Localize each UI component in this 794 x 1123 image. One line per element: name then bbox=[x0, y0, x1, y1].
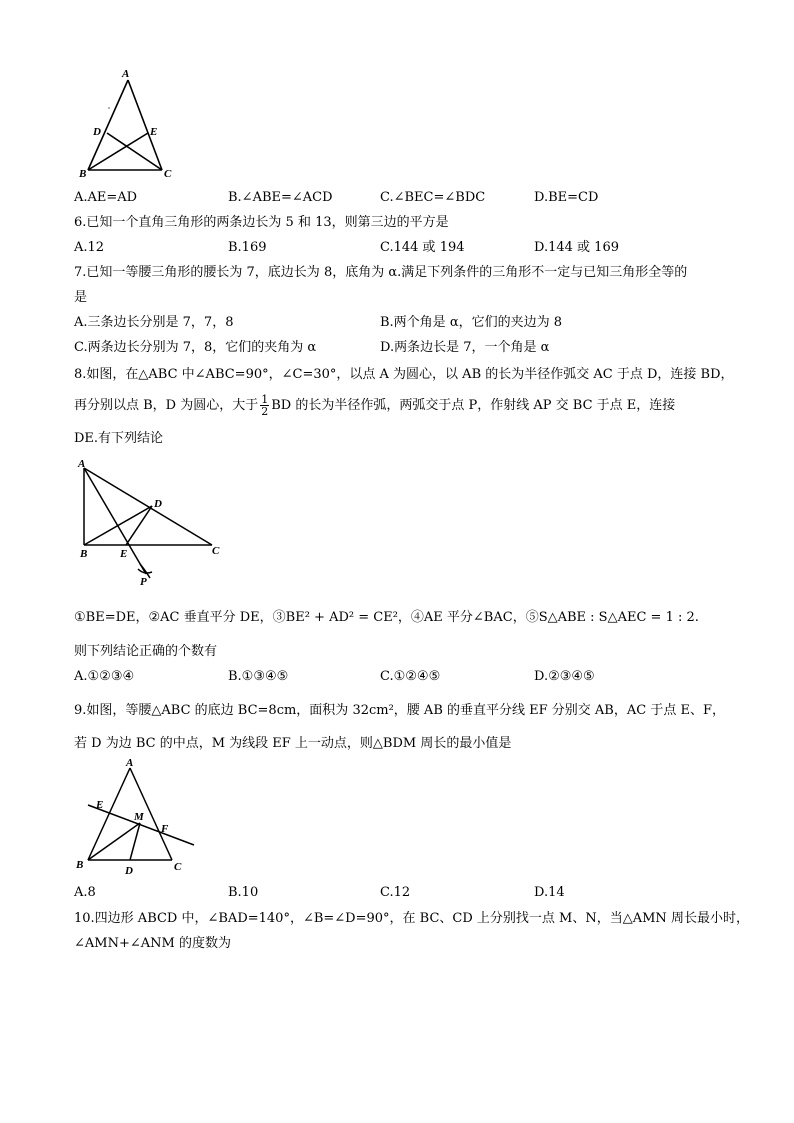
q5-option-c[interactable]: C.∠BEC=∠BDC bbox=[380, 190, 486, 205]
q7-options-row1 bbox=[74, 314, 754, 332]
q8-option-b[interactable]: B.①③④⑤ bbox=[228, 669, 289, 684]
figure-q9-isosceles-triangle bbox=[74, 756, 204, 880]
segment-ab bbox=[88, 768, 130, 860]
q7-option-a[interactable]: A.三条边长分别是 7，7，8 bbox=[74, 315, 234, 330]
q6-option-c[interactable]: C.144 或 194 bbox=[380, 240, 465, 255]
q6-stem: 6.已知一个直角三角形的两条边长为 5 和 13，则第三边的平方是 bbox=[74, 215, 449, 230]
q8-stem-line2-part1: 再分别以点 B，D 为圆心，大于 bbox=[74, 398, 259, 413]
figure-q8-right-triangle bbox=[74, 458, 234, 588]
label-c: C bbox=[164, 168, 172, 180]
q8-stem-line2-part2: BD 的长为半径作弧，两弧交于点 P，作射线 AP 交 BC 于点 E，连接 bbox=[271, 398, 676, 413]
q10-stem-line2: ∠AMN+∠ANM 的度数为 bbox=[74, 936, 231, 951]
q8-stem-line1: 8.如图，在△ABC 中∠ABC=90°，∠C=30°，以点 A 为圆心，以 AB 的长为半径作弧交 AC 于点 D，连接 BD， bbox=[74, 367, 734, 382]
label-b: B bbox=[76, 859, 84, 871]
label-e: E bbox=[120, 548, 128, 560]
q8-option-d[interactable]: D.②③④⑤ bbox=[534, 669, 595, 684]
q8-conclusions: ①BE=DE，②AC 垂直平分 DE，③BE² + AD² = CE²，④AE 平分∠BAC，⑤S△ABE : S△AEC = 1 : 2. bbox=[74, 610, 699, 625]
label-f: F bbox=[161, 823, 169, 835]
q8-option-a[interactable]: A.①②③④ bbox=[74, 669, 135, 684]
q9-option-d[interactable]: D.14 bbox=[534, 885, 565, 900]
q8-options bbox=[74, 668, 754, 686]
q8-option-c[interactable]: C.①②④⑤ bbox=[380, 669, 441, 684]
label-e: E bbox=[150, 126, 158, 138]
q9-option-b[interactable]: B.10 bbox=[228, 885, 259, 900]
label-p: P bbox=[140, 576, 147, 588]
q6-option-a[interactable]: A.12 bbox=[74, 240, 105, 255]
fraction-numerator: 1 bbox=[261, 393, 269, 406]
q9-option-c[interactable]: C.12 bbox=[380, 885, 411, 900]
label-e: E bbox=[96, 799, 104, 811]
q9-option-a[interactable]: A.8 bbox=[74, 885, 96, 900]
label-d: D bbox=[93, 126, 101, 138]
label-d: D bbox=[154, 498, 162, 510]
segment-de bbox=[126, 506, 152, 545]
q8-question: 则下列结论正确的个数有 bbox=[74, 644, 218, 659]
q5-option-b[interactable]: B.∠ABE=∠ACD bbox=[228, 190, 333, 205]
q8-stem-line3: DE.有下列结论 bbox=[74, 431, 164, 446]
q7-options-row2 bbox=[74, 339, 754, 357]
q7-option-b[interactable]: B.两个角是 α，它们的夹边为 8 bbox=[380, 315, 563, 330]
label-a: A bbox=[122, 68, 130, 80]
fraction-denominator: 2 bbox=[261, 405, 269, 418]
q6-options bbox=[74, 239, 754, 257]
q5-options bbox=[74, 189, 754, 207]
fraction-one-half bbox=[260, 394, 269, 417]
segment-ac bbox=[128, 80, 162, 170]
label-b: B bbox=[80, 548, 88, 560]
q9-stem-line2: 若 D 为边 BC 的中点，M 为线段 EF 上一动点，则△BDM 周长的最小值是 bbox=[74, 736, 512, 751]
label-c: C bbox=[174, 861, 182, 873]
q10-stem-line1: 10.四边形 ABCD 中，∠BAD=140°，∠B=∠D=90°，在 BC、CD 上分别找一点 M、N，当△AMN 周长最小时， bbox=[74, 911, 749, 926]
segment-ab bbox=[88, 80, 128, 170]
label-c: C bbox=[212, 545, 220, 557]
label-m: M bbox=[134, 811, 144, 823]
q5-option-d[interactable]: D.BE=CD bbox=[534, 190, 599, 205]
q6-option-d[interactable]: D.144 或 169 bbox=[534, 240, 619, 255]
label-a: A bbox=[78, 458, 86, 470]
q7-stem-line2: 是 bbox=[74, 290, 88, 305]
label-b: B bbox=[79, 168, 87, 180]
q6-option-b[interactable]: B.169 bbox=[228, 240, 267, 255]
q9-options bbox=[74, 884, 754, 902]
q8-stem-line2 bbox=[74, 393, 675, 419]
q5-option-a[interactable]: A.AE=AD bbox=[74, 190, 138, 205]
label-a: A bbox=[126, 757, 134, 769]
q7-option-c[interactable]: C.两条边长分别为 7，8，它们的夹角为 α bbox=[74, 340, 317, 355]
q9-stem-line1: 9.如图，等腰△ABC 的底边 BC=8cm，面积为 32cm²，腰 AB 的垂直平分线 EF 分别交 AB，AC 于点 E、F， bbox=[74, 703, 725, 718]
segment-cd bbox=[107, 133, 162, 170]
q7-stem-line1: 7.已知一等腰三角形的腰长为 7，底边长为 8，底角为 α.满足下列条件的三角形不一定与已知三角形全等的 bbox=[74, 265, 688, 280]
q7-option-d[interactable]: D.两条边长是 7，一个角是 α bbox=[380, 340, 550, 355]
label-d: D bbox=[125, 865, 133, 877]
ray-ap bbox=[84, 468, 146, 574]
figure-q5-triangle bbox=[76, 66, 186, 182]
